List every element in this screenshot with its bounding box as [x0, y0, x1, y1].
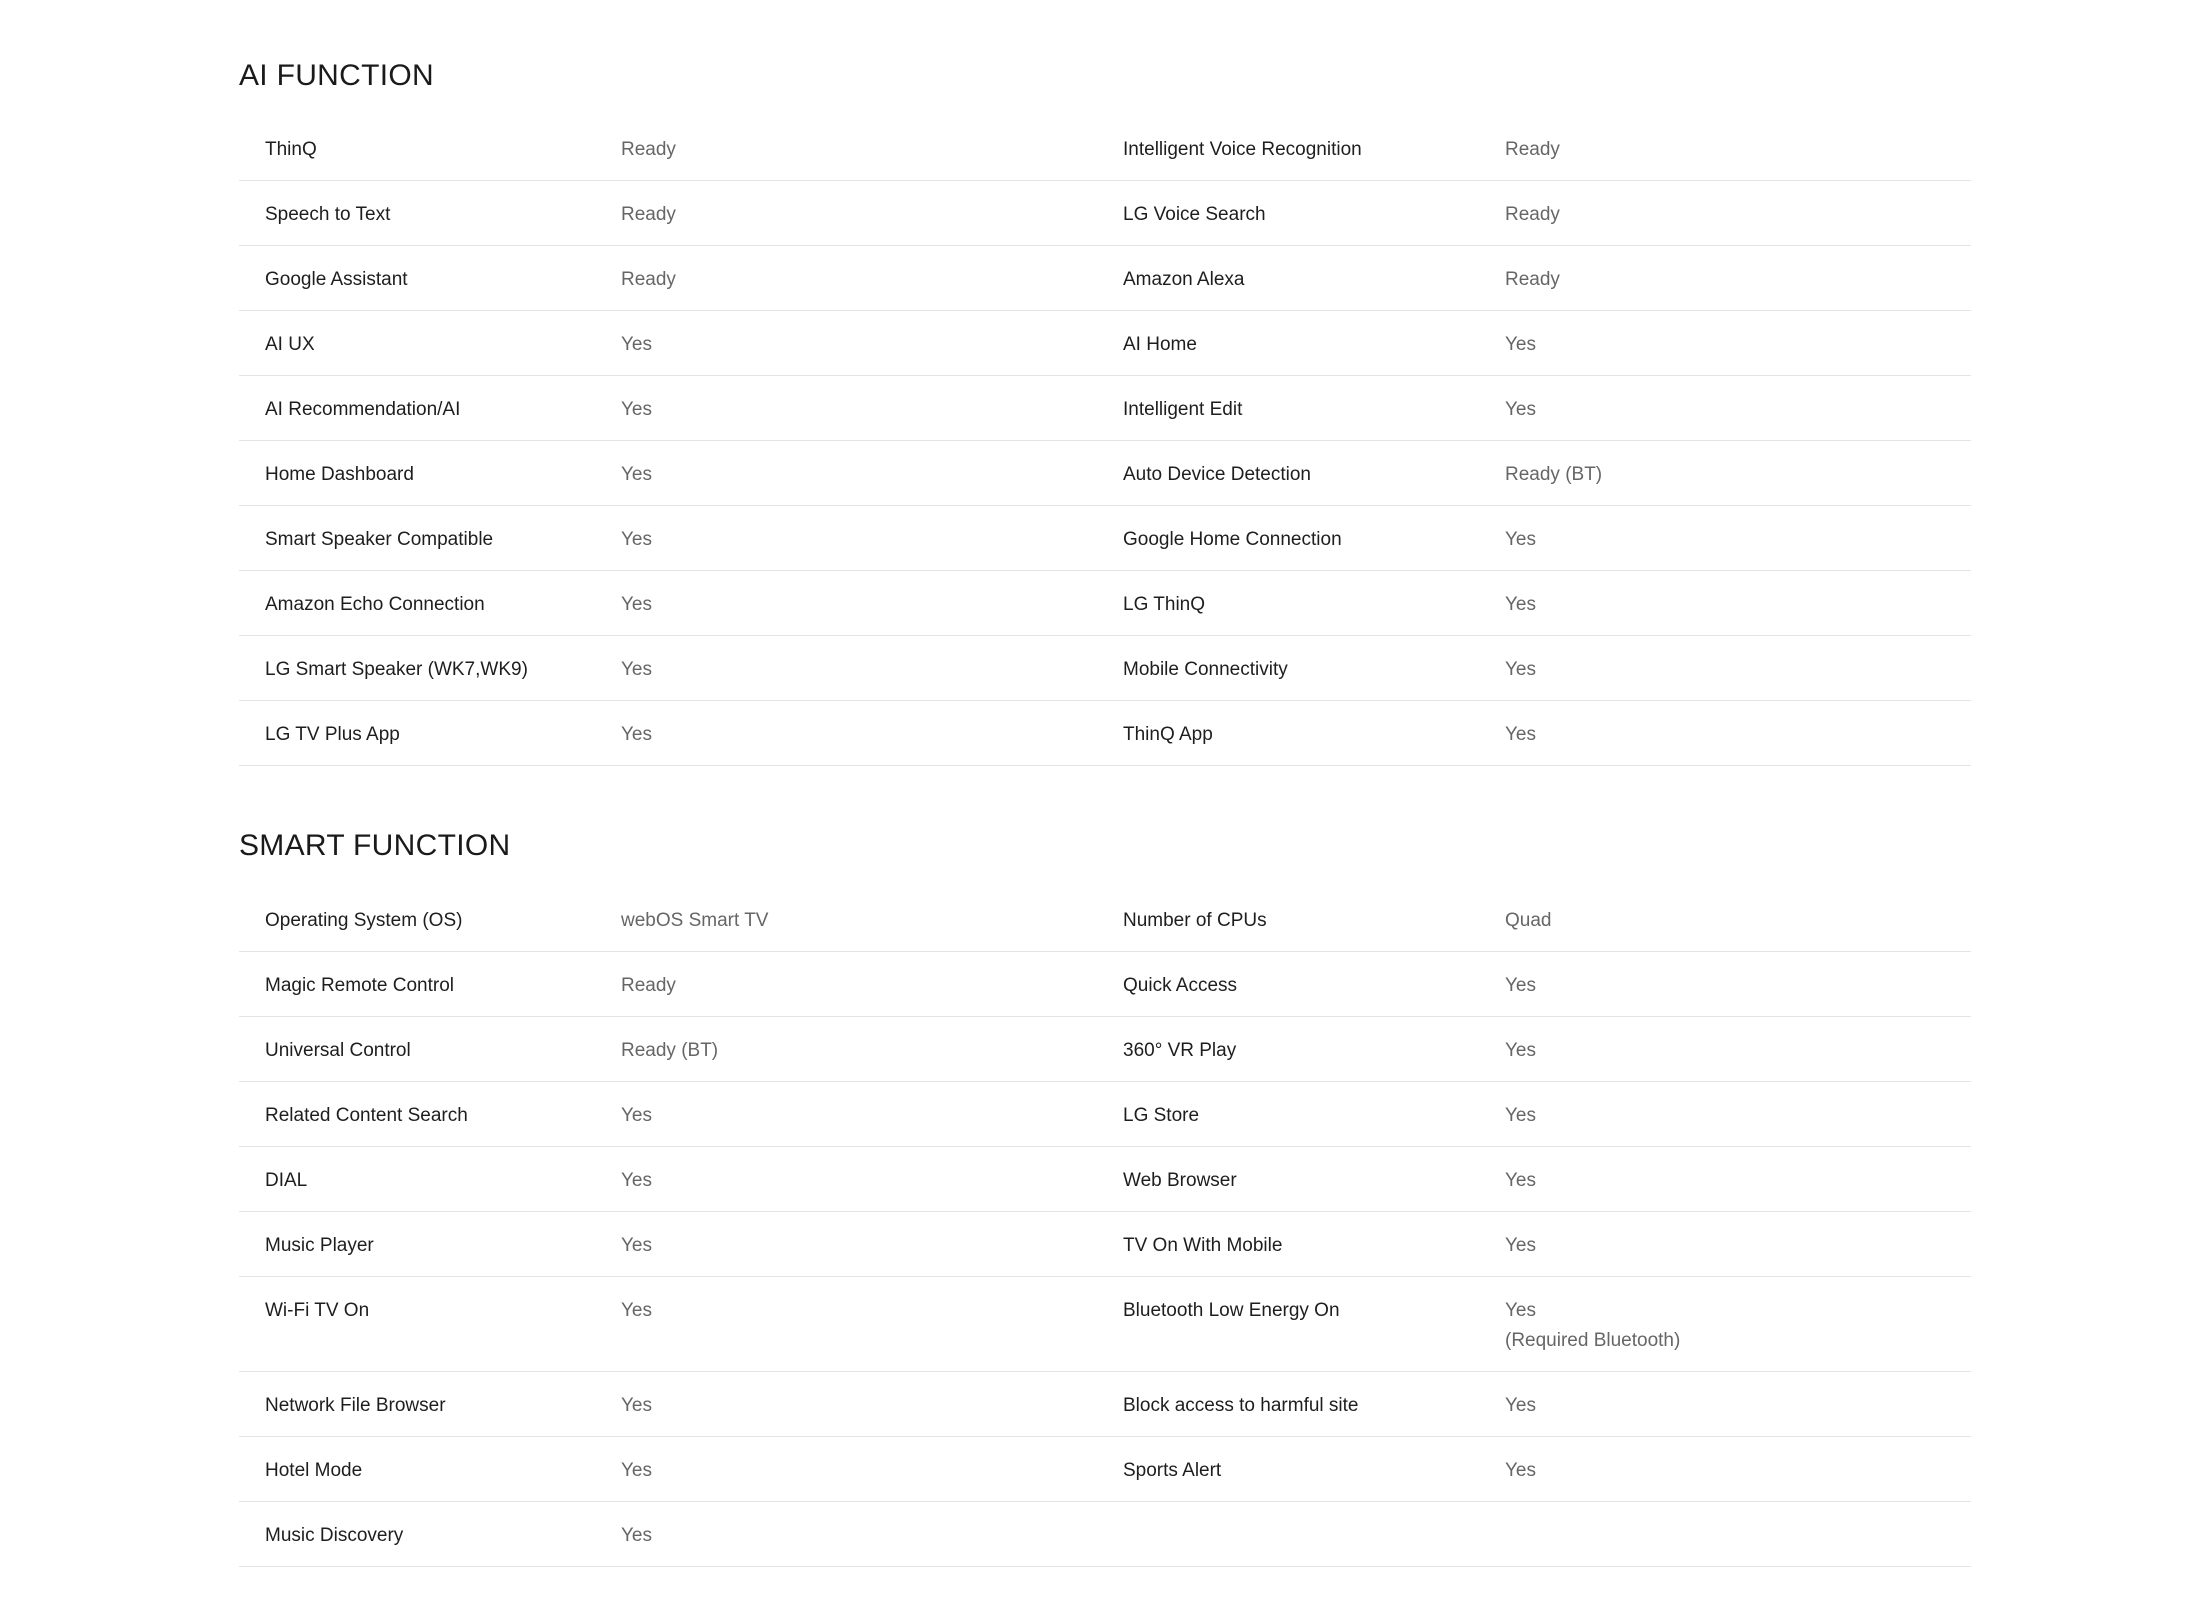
spec-label: Number of CPUs — [1123, 910, 1267, 931]
table-row — [239, 1277, 1971, 1372]
spec-label: 360° VR Play — [1123, 1040, 1237, 1061]
spec-value: Ready — [621, 269, 676, 290]
table-row — [239, 246, 1971, 311]
table-row — [239, 1212, 1971, 1277]
spec-value: Yes — [1505, 1235, 1536, 1256]
spec-value: Yes — [621, 1105, 652, 1126]
spec-label: AI UX — [265, 334, 315, 355]
spec-value: Yes — [621, 1395, 652, 1416]
spec-label: TV On With Mobile — [1123, 1235, 1283, 1256]
spec-value: Yes — [1505, 594, 1536, 615]
spec-value: Yes (Required Bluetooth) — [1505, 1300, 1681, 1351]
table-row — [239, 1082, 1971, 1147]
spec-label: AI Recommendation/AI — [265, 399, 461, 420]
spec-value: webOS Smart TV — [621, 910, 769, 931]
spec-label: Smart Speaker Compatible — [265, 529, 494, 550]
spec-label: AI Home — [1123, 334, 1197, 355]
table-row — [239, 701, 1971, 766]
spec-value: Ready (BT) — [621, 1040, 719, 1061]
spec-label: Amazon Echo Connection — [265, 594, 485, 615]
spec-label: Speech to Text — [265, 204, 391, 225]
spec-value: Ready — [1505, 139, 1560, 160]
table-row — [239, 1437, 1971, 1502]
table-row — [239, 506, 1971, 571]
spec-label: Music Discovery — [265, 1525, 404, 1546]
spec-value: Ready — [1505, 269, 1560, 290]
spec-label: Google Assistant — [265, 269, 408, 290]
spec-label: LG Voice Search — [1123, 204, 1266, 225]
spec-value: Yes — [1505, 399, 1536, 420]
spec-value: Ready (BT) — [1505, 464, 1603, 485]
spec-value: Yes — [1505, 724, 1536, 745]
spec-value: Yes — [1505, 659, 1536, 680]
spec-label: Hotel Mode — [265, 1460, 363, 1481]
section-title-ai-function: AI FUNCTION — [239, 59, 434, 92]
spec-label: LG ThinQ — [1123, 594, 1206, 615]
spec-value: Yes — [621, 1300, 652, 1321]
section-title-smart-function: SMART FUNCTION — [239, 829, 511, 862]
spec-label: LG TV Plus App — [265, 724, 400, 745]
spec-value: Yes — [621, 399, 652, 420]
spec-label: Sports Alert — [1123, 1460, 1222, 1481]
ai-function-section — [239, 0, 1971, 766]
spec-label: Auto Device Detection — [1123, 464, 1311, 485]
spec-value: Yes — [621, 659, 652, 680]
table-row — [239, 1372, 1971, 1437]
spec-value: Yes — [621, 1235, 652, 1256]
table-row — [239, 116, 1971, 181]
spec-label: Magic Remote Control — [265, 975, 455, 996]
table-row — [239, 441, 1971, 506]
smart-function-table — [239, 887, 1971, 1567]
spec-label: DIAL — [265, 1170, 308, 1191]
spec-value: Ready — [621, 975, 676, 996]
spec-label: Home Dashboard — [265, 464, 414, 485]
spec-value: Quad — [1505, 910, 1552, 931]
spec-value: Yes — [621, 594, 652, 615]
spec-value: Ready — [621, 204, 676, 225]
spec-label: Wi-Fi TV On — [265, 1300, 370, 1321]
spec-label: Bluetooth Low Energy On — [1123, 1300, 1340, 1321]
spec-value: Yes — [1505, 1460, 1536, 1481]
spec-label: Related Content Search — [265, 1105, 468, 1126]
spec-value: Yes — [621, 334, 652, 355]
table-row — [239, 571, 1971, 636]
table-row — [239, 1147, 1971, 1212]
spec-value: Yes — [1505, 1105, 1536, 1126]
ai-function-table — [239, 116, 1971, 766]
spec-label: Mobile Connectivity — [1123, 659, 1288, 680]
spec-label: Intelligent Voice Recognition — [1123, 139, 1362, 160]
table-row — [239, 1502, 1971, 1567]
spec-label: Music Player — [265, 1235, 374, 1256]
spec-label: ThinQ — [265, 139, 317, 160]
spec-label: Intelligent Edit — [1123, 399, 1243, 420]
table-row — [239, 181, 1971, 246]
spec-value: Yes — [1505, 334, 1536, 355]
table-row — [239, 952, 1971, 1017]
spec-label: Google Home Connection — [1123, 529, 1342, 550]
spec-label: ThinQ App — [1123, 724, 1213, 745]
table-row — [239, 376, 1971, 441]
smart-function-section — [239, 766, 1971, 1567]
spec-label: Operating System (OS) — [265, 910, 463, 931]
spec-value: Ready — [1505, 204, 1560, 225]
spec-value: Yes — [621, 529, 652, 550]
table-row — [239, 636, 1971, 701]
table-row — [239, 887, 1971, 952]
spec-value: Yes — [1505, 1170, 1536, 1191]
spec-value: Yes — [621, 1170, 652, 1191]
spec-value: Yes — [1505, 975, 1536, 996]
spec-value: Yes — [621, 1525, 652, 1546]
table-row — [239, 1017, 1971, 1082]
spec-value: Yes — [621, 464, 652, 485]
spec-label: Universal Control — [265, 1040, 411, 1061]
spec-label: Web Browser — [1123, 1170, 1237, 1191]
spec-label: LG Smart Speaker (WK7,WK9) — [265, 659, 528, 680]
spec-label: Network File Browser — [265, 1395, 446, 1416]
spec-label: Amazon Alexa — [1123, 269, 1245, 290]
spec-page — [239, 0, 1971, 1567]
spec-value: Yes — [621, 1460, 652, 1481]
spec-label: Block access to harmful site — [1123, 1395, 1359, 1416]
table-row — [239, 311, 1971, 376]
spec-value: Yes — [1505, 1040, 1536, 1061]
spec-value: Yes — [1505, 529, 1536, 550]
spec-label: LG Store — [1123, 1105, 1200, 1126]
spec-value: Ready — [621, 139, 676, 160]
spec-label: Quick Access — [1123, 975, 1238, 996]
spec-value: Yes — [621, 724, 652, 745]
spec-value: Yes — [1505, 1395, 1536, 1416]
